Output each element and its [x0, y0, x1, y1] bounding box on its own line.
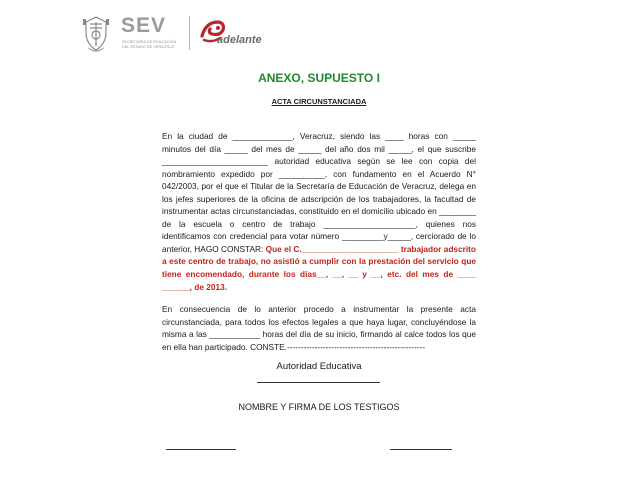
sev-logo	[121, 14, 181, 54]
witness-signature-line-left	[166, 449, 236, 450]
document-subtitle: ACTA CIRCUNSTANCIADA	[271, 97, 367, 106]
adelante-logo-text: adelante	[217, 34, 262, 46]
paragraph-main-emphasis: Que el C._____________________ trabajador adscrito a este centro de trabajo, no asistió a cumplir con la prestación del servicio que tiene encomendado, durante los días__, __, __ y __, etc. del mes de ____ ______, de 2013.	[162, 243, 476, 292]
paragraph-closing: En consecuencia de lo anterior procedo a instrumentar la presente acta circunstanciada, para todos los efectos legales a que haya lugar, concluyéndose la misma a las ___________ horas del día de su inicio, firmando al calce todos los que en ella han participado. CONSTE.--------------------------------------------------	[162, 304, 476, 352]
document-header	[0, 0, 638, 70]
document-title: ANEXO, SUPUESTO I	[258, 71, 380, 85]
witnesses-label: NOMBRE Y FIRMA DE LOS TESTIGOS	[238, 402, 400, 412]
adelante-logo	[198, 16, 270, 56]
authority-label: Autoridad Educativa	[276, 361, 362, 372]
witness-signature-line-right	[390, 449, 452, 450]
paragraph-main-text: En la ciudad de _____________, Veracruz, siendo las ____ horas con _____ minutos del día _____ del mes de _____ del año dos mil _____, el que suscribe _______________________ autoridad educativa según se lee con copia del nombramiento expedido por __________, con fundamento en el Acuerdo N° 042/2003, por el que el Titular de la Secretaría de Educación de Veracruz, delega en los jefes superiores de la oficina de adscripción de los trabajadores, la facultad de instrumentar actas circunstanciadas, constituido en el domicilio ubicado en ________ de la escuela o centro de trabajo ____________________, quienes nos identificamos con credencial para votar número _________y_____, cerciorado de lo anterior, HAGO CONSTAR:	[162, 131, 476, 254]
sev-logo-text: SEV	[121, 14, 167, 37]
paragraph-main	[162, 130, 476, 293]
logo-divider	[189, 16, 190, 50]
sev-logo-subtext: SECRETARÍA DE EDUCACIÓN DEL ESTADO DE VERACRUZ	[122, 40, 177, 49]
veracruz-seal-icon	[76, 14, 116, 54]
authority-signature-line	[257, 382, 380, 383]
